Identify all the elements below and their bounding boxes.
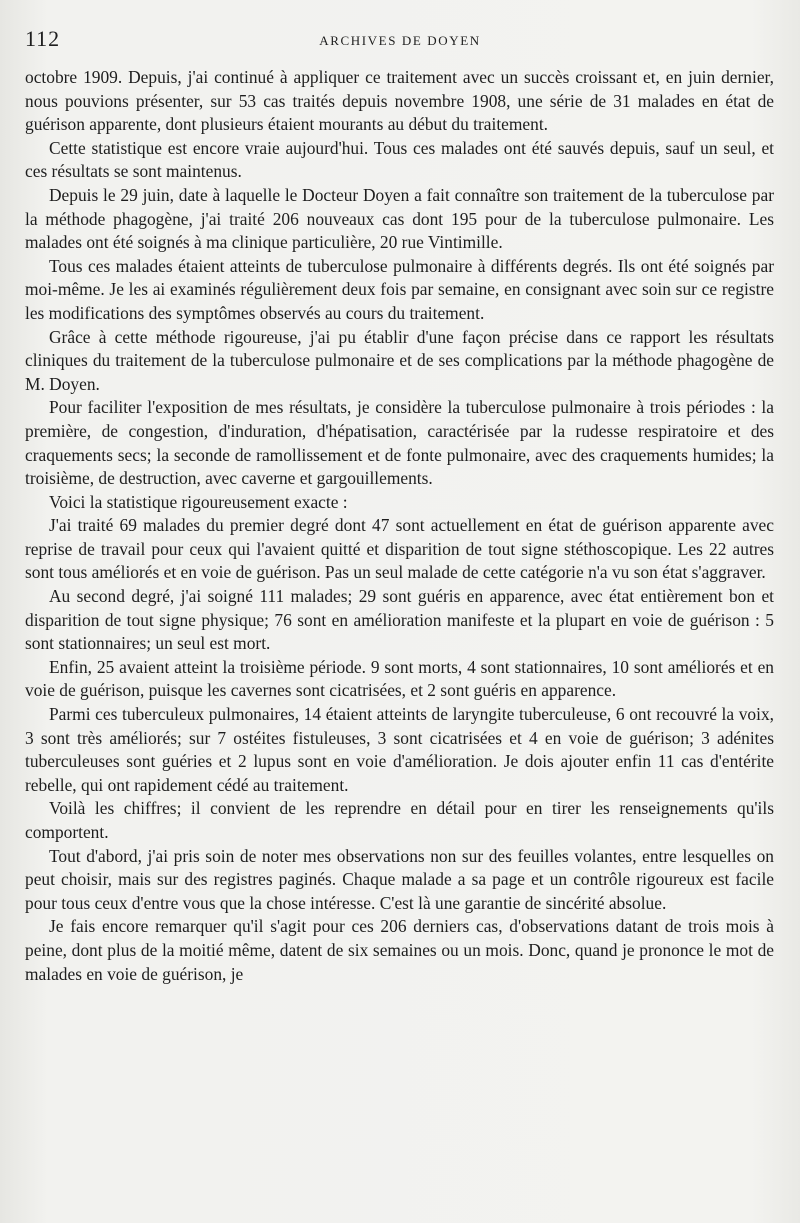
paragraph: Depuis le 29 juin, date à laquelle le Docteur Doyen a fait connaître son traitement de la tuberculose par la méthode phagogène, j'ai traité 206 nouveaux cas dont 195 pour de la tuberculose pulmonaire. Les malades ont été soignés à ma clinique particulière, 20 rue Vintimille. xyxy=(25,184,774,253)
page-number: 112 xyxy=(25,26,61,51)
paragraph: Au second degré, j'ai soigné 111 malades; 29 sont guéris en apparence, avec état entièrement bon et disparition de tout signe physique; 76 sont en amélioration manifeste et la plupart en voie de guérison : 5 sont stationnaires; un seul est mort. xyxy=(25,586,774,654)
paragraph: Pour faciliter l'exposition de mes résultats, je considère la tuberculose pulmonaire à trois périodes : la première, de congestion, d'induration, d'hépatisation, caractérisée par la rudesse respiratoire et des craquements secs; la seconde de ramollissement et de fonte pulmonaire, avec des craquements humides; la troisième, de destruction, avec caverne et gargouillements. xyxy=(25,397,774,489)
paragraph: Cette statistique est encore vraie aujourd'hui. Tous ces malades ont été sauvés depuis, sauf un seul, et ces résultats se sont maintenus. xyxy=(25,137,774,182)
paragraph: Je fais encore remarquer qu'il s'agit pour ces 206 derniers cas, d'observations datant de trois mois à peine, dont plus de la moitié même, datent de six semaines ou un mois. Donc, quand je prononce le mot de malades en voie de guérison, je xyxy=(25,916,774,984)
paragraph: J'ai traité 69 malades du premier degré dont 47 sont actuellement en état de guérison apparente avec reprise de travail pour ceux qui l'avaient quitté et disparition de tout signe stéthoscopique. Les 22 autres sont tous améliorés et en voie de guérison. Pas un seul malade de cette catégorie n'a vu son état s'aggraver. xyxy=(25,515,774,583)
paragraph: Voici la statistique rigoureusement exacte : xyxy=(49,491,348,512)
paragraph: octobre 1909. Depuis, j'ai continué à appliquer ce traitement avec un succès croissant et, en juin dernier, nous pouvions présenter, sur 53 cas traités depuis novembre 1908, une série de 31 malades en état de guérison apparente, dont plusieurs étaient mourants au début du traitement. xyxy=(25,67,774,135)
running-head: ARCHIVES DE DOYEN xyxy=(319,33,481,48)
paragraph: Voilà les chiffres; il convient de les reprendre en détail pour en tirer les renseignements qu'ils comportent. xyxy=(25,798,774,842)
paragraph: Grâce à cette méthode rigoureuse, j'ai pu établir d'une façon précise dans ce rapport les résultats cliniques du traitement de la tuberculose pulmonaire et de ses complications par la méthode phagogène de M. Doyen. xyxy=(25,326,774,394)
paragraph: Tous ces malades étaient atteints de tuberculose pulmonaire à différents degrés. Ils ont été soignés par moi-même. Je les ai examinés régulièrement deux fois par semaine, en consignant avec soin sur ce registre les modifications des symptômes observés au cours du traitement. xyxy=(25,255,774,323)
body-text xyxy=(25,66,774,986)
paragraph: Enfin, 25 avaient atteint la troisième période. 9 sont morts, 4 sont stationnaires, 10 sont améliorés et en voie de guérison, puisque les cavernes sont cicatrisées, et 2 sont guéris en apparence. xyxy=(25,656,774,701)
paragraph: Parmi ces tuberculeux pulmonaires, 14 étaient atteints de laryngite tuberculeuse, 6 ont recouvré la voix, 3 sont très améliorés; sur 7 ostéites fistuleuses, 3 sont cicatrisées et 4 en voie de guérison; 3 adénites tuberculeuses sont guéries et 2 lupus sont en voie d'amélioration. Je dois ajouter enfin 11 cas d'entérite rebelle, qui ont rapidement cédé au traitement. xyxy=(25,704,774,795)
paragraph: Tout d'abord, j'ai pris soin de noter mes observations non sur des feuilles volantes, entre lesquelles on peut choisir, mais sur des registres paginés. Chaque malade a sa page et un contrôle rigoureux est facile pour tous ceux d'entre vous que la chose intéresse. C'est là une garantie de sincérité absolue. xyxy=(25,845,774,913)
